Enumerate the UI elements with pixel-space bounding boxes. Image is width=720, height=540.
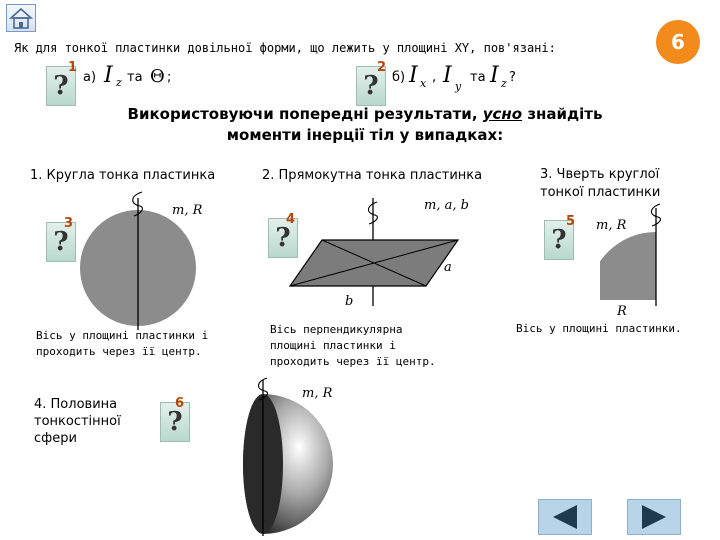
prompt-1-prefix: а) xyxy=(83,70,97,85)
case-3-title-line1: 3. Чверть круглої xyxy=(540,167,660,182)
next-slide-button[interactable] xyxy=(627,499,681,535)
case-1-desc-line2: проходить через її центр. xyxy=(36,345,202,358)
hint-number-5: 5 xyxy=(566,214,576,229)
arrow-left-icon xyxy=(539,500,591,534)
hint-number-3: 3 xyxy=(64,216,74,231)
prompt-1-symbol: I xyxy=(104,63,113,88)
prompt-2-prefix: б) xyxy=(392,70,406,85)
instruction-heading xyxy=(60,104,670,146)
side-label-b: b xyxy=(345,294,354,309)
case-3-description: Вісь у площині пластинки. xyxy=(516,322,682,335)
hint-number-6: 6 xyxy=(175,396,185,411)
circle-plate-figure xyxy=(80,190,210,330)
rectangular-plate-figure xyxy=(280,196,480,314)
hemisphere-figure xyxy=(205,376,345,538)
case-1-title: 1. Кругла тонка пластинка xyxy=(30,168,216,183)
case-3-title xyxy=(540,166,660,202)
prompt-2-conj: та xyxy=(470,70,486,85)
instruction-line1-start: Використовуючи попередні результати, xyxy=(127,105,483,123)
prompt-1-suffix: ; xyxy=(167,70,172,85)
instruction-line1-end: знайдіть xyxy=(522,105,603,123)
question-text: Як для тонкої пластинки довільної форми, що лежить у площині XY, пов'язані: xyxy=(14,41,556,55)
prompt-2-sub-b: y xyxy=(455,80,462,93)
case-4-title-line3: сфери xyxy=(34,431,77,446)
prompt-1-sub: z xyxy=(116,76,122,89)
case-3-params: m, R xyxy=(596,218,627,233)
case-1-desc-line1: Вісь у площині пластинки і xyxy=(36,329,209,342)
home-icon xyxy=(7,5,35,31)
arrow-right-icon xyxy=(628,500,680,534)
quarter-plate xyxy=(600,232,656,300)
side-label-a: a xyxy=(444,260,452,275)
prev-slide-button[interactable] xyxy=(538,499,592,535)
case-4-title-line1: 4. Половина xyxy=(34,397,118,412)
hint-button-4[interactable]: ? xyxy=(268,218,298,258)
hint-number-2: 2 xyxy=(377,60,387,75)
hint-number-1: 1 xyxy=(68,60,78,75)
hint-button-6[interactable]: ? xyxy=(160,402,190,442)
prompt-2-sub-a: x xyxy=(420,77,427,90)
case-2-title: 2. Прямокутна тонка пластинка xyxy=(262,168,483,183)
hint-button-5[interactable]: ? xyxy=(544,220,574,260)
prompt-2-symbol-a: I xyxy=(409,63,418,88)
instruction-emphasis: усно xyxy=(482,105,523,123)
case-2-description xyxy=(270,322,436,370)
prompt-2-sub-c: z xyxy=(501,77,507,90)
case-4-title xyxy=(34,396,121,447)
prompt-2-symbol-c: I xyxy=(490,63,499,88)
case-3-title-line2: тонкої пластинки xyxy=(540,185,661,200)
case-2-desc-line3: проходить через її центр. xyxy=(270,355,436,368)
quarter-plate-figure xyxy=(600,202,670,308)
case-1-params: m, R xyxy=(172,203,203,218)
prompt-2-symbol-b: I xyxy=(443,63,452,88)
case-2-desc-line2: площині пластинки і xyxy=(270,339,396,352)
prompt-1-symbol2: Θ xyxy=(150,66,165,87)
hint-number-4: 4 xyxy=(286,212,296,227)
instruction-line2: моменти інерції тіл у випадках: xyxy=(226,126,504,144)
hint-button-1[interactable]: ? xyxy=(46,66,76,106)
case-4-params: m, R xyxy=(302,386,333,401)
case-4-title-line2: тонкостінної xyxy=(34,414,121,429)
hint-button-2[interactable]: ? xyxy=(356,66,386,106)
prompt-1-conj: та xyxy=(127,70,143,85)
hint-button-3[interactable]: ? xyxy=(46,222,76,262)
case-2-desc-line1: Вісь перпендикулярна xyxy=(270,323,403,336)
case-1-description xyxy=(36,328,208,360)
slide-number-badge: 6 xyxy=(656,20,700,64)
case-2-params: m, a, b xyxy=(424,198,469,213)
radius-label-r: R xyxy=(617,304,627,319)
prompt-2-comma: , xyxy=(432,70,437,85)
prompt-2-suffix: ? xyxy=(509,70,516,85)
home-button[interactable] xyxy=(6,4,36,32)
